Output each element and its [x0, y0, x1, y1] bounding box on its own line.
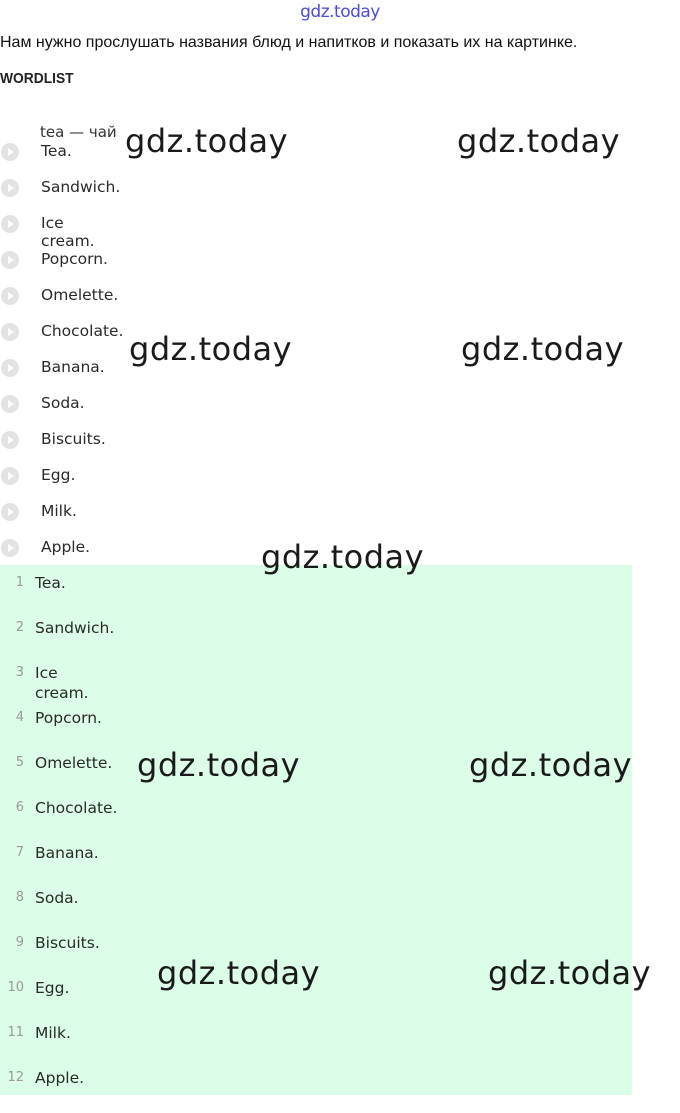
item-word: Sandwich.	[35, 619, 115, 637]
play-icon[interactable]	[1, 431, 19, 449]
item-number: 3	[15, 665, 24, 680]
item-word: Chocolate.	[35, 799, 118, 817]
watermark: gdz.today	[157, 954, 321, 992]
item-word: Soda.	[35, 889, 79, 907]
item-word: Apple.	[35, 1069, 85, 1087]
audio-word: Chocolate.	[41, 322, 124, 340]
item-word: Popcorn.	[35, 709, 102, 727]
play-icon[interactable]	[1, 467, 19, 485]
item-number: 11	[7, 1025, 24, 1040]
item-number: 12	[7, 1070, 24, 1085]
item-number: 7	[15, 845, 24, 860]
watermark: gdz.today	[129, 330, 293, 368]
item-number: 2	[15, 620, 24, 635]
audio-word: Egg.	[41, 466, 76, 484]
audio-word: Biscuits.	[41, 430, 106, 448]
play-icon[interactable]	[1, 143, 19, 161]
numbered-word-panel	[0, 565, 632, 1095]
item-number: 9	[15, 935, 24, 950]
play-icon[interactable]	[1, 179, 19, 197]
audio-word: Banana.	[41, 358, 105, 376]
play-icon[interactable]	[1, 503, 19, 521]
site-logo[interactable]: gdz.today	[300, 2, 380, 22]
audio-word: Tea.	[41, 142, 72, 160]
audio-word: Soda.	[41, 394, 85, 412]
item-number: 5	[15, 755, 24, 770]
item-word: Milk.	[35, 1024, 71, 1042]
item-word: Banana.	[35, 844, 99, 862]
item-number: 4	[15, 710, 24, 725]
audio-word: Ice cream.	[41, 214, 95, 250]
item-word: Egg.	[35, 979, 70, 997]
play-icon[interactable]	[1, 359, 19, 377]
play-icon[interactable]	[1, 287, 19, 305]
watermark: gdz.today	[125, 122, 289, 160]
play-icon[interactable]	[1, 539, 19, 557]
watermark: gdz.today	[461, 330, 625, 368]
task-instruction: Нам нужно прослушать названия блюд и напитков и показать их на картинке.	[0, 34, 578, 51]
item-number: 1	[15, 575, 24, 590]
watermark: gdz.today	[457, 122, 621, 160]
item-number: 10	[7, 980, 24, 995]
item-word: Omelette.	[35, 754, 113, 772]
audio-word: Omelette.	[41, 286, 119, 304]
audio-word: Sandwich.	[41, 178, 121, 196]
audio-word: Popcorn.	[41, 250, 108, 268]
play-icon[interactable]	[1, 215, 19, 233]
watermark: gdz.today	[261, 538, 425, 576]
item-word: Biscuits.	[35, 934, 100, 952]
item-number: 6	[15, 800, 24, 815]
watermark: gdz.today	[469, 746, 633, 784]
play-icon[interactable]	[1, 251, 19, 269]
wordlist-heading: WORDLIST	[0, 70, 74, 87]
partial-clipped-text: tea — чай	[40, 123, 117, 141]
audio-word: Milk.	[41, 502, 77, 520]
watermark: gdz.today	[488, 954, 652, 992]
audio-word: Apple.	[41, 538, 91, 556]
play-icon[interactable]	[1, 323, 19, 341]
item-word: Tea.	[35, 574, 66, 592]
item-word: Ice cream.	[35, 664, 89, 702]
watermark: gdz.today	[137, 746, 301, 784]
item-number: 8	[15, 890, 24, 905]
play-icon[interactable]	[1, 395, 19, 413]
